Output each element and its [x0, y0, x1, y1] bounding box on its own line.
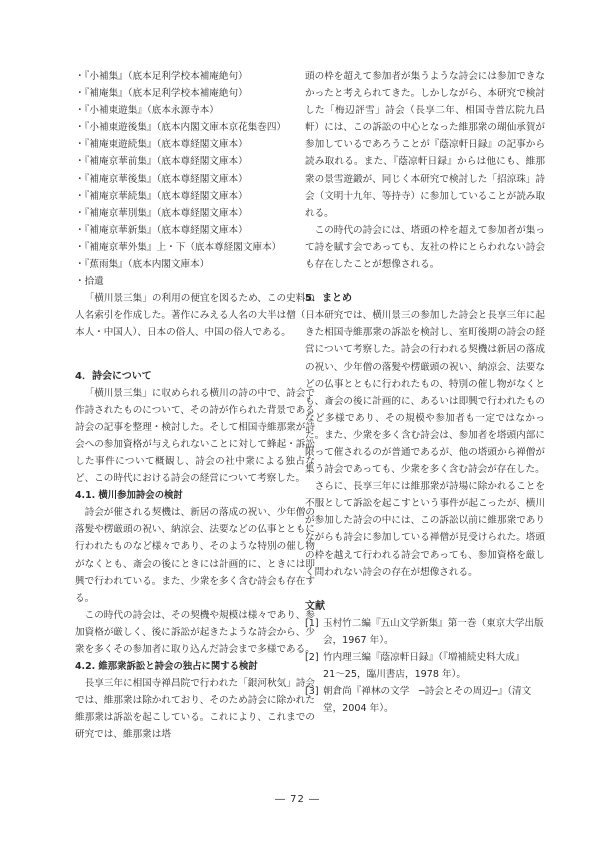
page-number: ― 72 ― [274, 794, 321, 805]
paragraph: この時代の詩会には、塔頭の枠を超えて参加者が集って詩を賦す会であっても、友社の枠にとらわれない詩会も存在したことが想像される。 [305, 224, 545, 271]
reference-text: 玉村竹二編『五山文学新集』第一巻（東京大学出版会，1967 年）。 [323, 617, 544, 646]
list-item: ・『補庵京華新集』（底本尊経閣文庫本） [75, 224, 248, 236]
subsection-4-1-heading: 4.1. 横川参加詩会の検討 [75, 490, 183, 502]
subsection-4-1-paragraph: この時代の詩会は、その契機や規模は様々であり、参加資格が厳しく、後に訴訟が起きたような詩会から、少衆を多くその参加者に取り込んだ詩会まで多様である。 [75, 609, 315, 655]
list-item: ・『小補東遊集』（底本永源寺本） [75, 105, 219, 117]
reference-text: 朝倉尚『禅林の文学 ─詩会とその周辺─』（清文堂，2004 年）。 [323, 686, 532, 715]
reference-number: [1] [305, 617, 319, 629]
section-4-paragraph: 「横川景三集」に収められる横川の詩の中で、詩会で作詩されたものについて、その詩が作られた背景である詩会の記事を整理・検討した。そして相国寺維那衆が詩会への参加資格が与えられないことに対して蜂起・訴訟した事件について概観し、詩会の社中衆による独占など、この時代における詩会の経営について考察した。 [75, 387, 315, 485]
right-column [305, 68, 545, 717]
list-item: ・『補庵京華続集』（底本尊経閣文庫本） [75, 190, 248, 202]
subsection-4-2-heading: 4.2. 維那衆訴訟と詩会の独占に関する検討 [75, 661, 258, 673]
reference-number: [3] [305, 686, 319, 698]
section-5-paragraph: さらに、長享三年には維那衆が詩場に除かれることを不服として訴訟を起こすという事件が起こったが、横川が参加した詩会の中には、この訴訟以前に維那衆でありながらも詩会に参加している禅僧が見受けられた。塔頭の枠を越えて行われる詩会であっても、参加資格を厳しく問われない詩会の存在が想像される。 [305, 481, 545, 578]
references-heading: 文献 [305, 600, 325, 612]
list-item: ・『補庵集』（底本足利学校本補庵絶句） [75, 88, 248, 100]
list-item: ・『補庵京華別集』（底本尊経閣文庫本） [75, 207, 248, 219]
section-4-heading: 4．詩会について [75, 370, 152, 382]
left-column [75, 68, 315, 744]
subsection-4-1-paragraph: 詩会が催される契機は、新居の落成の祝い、少年僧の落髪や楞厳頭の祝い、納涼会、法要などの仏事とともに行われたものなど様々であり、そのような特別の催し物がなくとも、斎会の後にときには計画的に、ときには即興で行われている。また、少衆を多く含む詩会も存在する。 [75, 507, 315, 604]
reference-number: [2] [305, 652, 319, 663]
section-5-paragraph: 本研究では、横川景三の参加した詩会と長享三年に起きた相国寺維那衆の訴訟を検討し、室町後期の詩会の経営について考察した。詩会の行われる契機は新居の落成の祝い、少年僧の落髪や楞厳頭の祝い、納涼会、法要などの仏事とともに行われたもの、特別の催し物がなくとも、斎会の後に計画的に、あるいは即興で行われたものなど多様であり、その規模や参加者も一定ではなかった。また、少衆を多く含む詩会は、参加者を塔頭内部に限って催されるのが普通であるが、他の塔頭から禅僧が集う詩会であっても、少衆を多く含む詩会が存在した。 [305, 310, 545, 476]
list-item: ・『蕉雨集』（底本内閣文庫本） [75, 259, 210, 271]
list-item: ・『補庵京華後集』（底本尊経閣文庫本） [75, 173, 248, 185]
reference-list [305, 615, 545, 718]
index-paragraph: 「横川景三集」の利用の便宜を図るため、この史料の人名索引を作成した。著作にみえる人名の大半は僧（日本人・中国人）、日本の俗人、中国の俗人である。 [75, 293, 315, 339]
list-item: ・『補庵東遊続集』（底本尊経閣文庫本） [75, 139, 248, 151]
reference-item [305, 683, 545, 717]
list-item: ・拾遺 [75, 276, 104, 288]
continued-paragraph: 頭の枠を超えて参加者が集うような詩会には参加できなかったと考えられてきた。しかしながら、本研究で検討した「梅辺評雪」詩会（長享二年、相国寺普広院九昌軒）には、この訴訟の中心となった維那衆の瑚仙承賀が参加しているであろうことが『蔭凉軒日録』の記事から読み取れる。また、『蔭凉軒日録』からは他にも、維那衆の景雪遊鍛が、同じく本研究で検討した「招涼珠」詩会（文明十九年、等持寺）に参加していることが読み取れる。 [305, 71, 545, 219]
reference-item [305, 615, 545, 649]
list-item: ・『小補集』（底本足利学校本補庵絶句） [75, 71, 248, 82]
list-item: ・『補庵京華外集』上・下（底本尊経閣文庫本） [75, 241, 282, 253]
list-item: ・『補庵京華前集』（底本尊経閣文庫本） [75, 156, 248, 168]
reference-text: 竹内理三編『蔭凉軒日録』（『増補続史料大成』21〜25，臨川書店，1978 年）。 [323, 652, 525, 681]
source-list [75, 68, 315, 290]
reference-item [305, 649, 545, 683]
list-item: ・『小補東遊後集』（底本内閣文庫本京花集巻四） [75, 122, 287, 134]
subsection-4-2-paragraph: 長享三年に相国寺禅昌院で行われた「銀河秋気」詩会では、維那衆は除かれており、そのため詩会に除かれた維那衆は訴訟を起こしている。これにより、これまでの研究では、維那衆は塔 [75, 678, 315, 741]
section-5-heading: 5．まとめ [305, 293, 352, 305]
